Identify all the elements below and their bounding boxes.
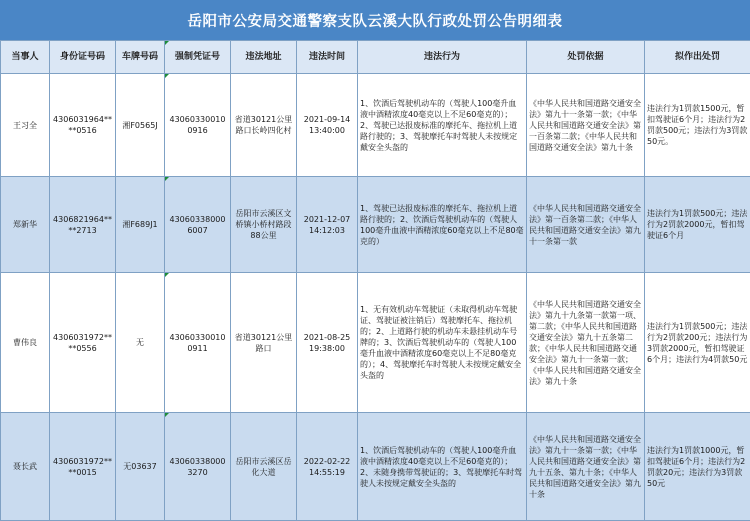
cell-plate: 无 [116, 273, 165, 413]
header-time: 违法时间 [297, 41, 358, 74]
header-basis: 处罚依据 [527, 41, 645, 74]
cell-address: 岳阳市云溪区岳化大道 [231, 413, 297, 521]
cell-address: 省道30121公里路口 [231, 273, 297, 413]
table-row [1, 413, 750, 521]
cell-time: 2021-09-14 13:40:00 [297, 74, 358, 177]
cell-voucher: 430603300100911 [165, 273, 231, 413]
header-penalty: 拟作出处罚 [645, 41, 750, 74]
cell-violation: 1、饮酒后驾驶机动车的（驾驶人100毫升血液中酒精浓度40毫克以上不足60毫克的）；2、驾驶已达报废标准的摩托车、拖拉机上道路行驶的；3、驾驶摩托车时驾驶人未按规定戴安全头盔的 [358, 74, 527, 177]
cell-id-number: 4306031964****0516 [50, 74, 116, 177]
cell-id-number: 4306821964****2713 [50, 177, 116, 273]
cell-name: 郑新华 [1, 177, 50, 273]
cell-voucher: 430603300100916 [165, 74, 231, 177]
cell-basis: 《中华人民共和国道路交通安全法》第一百条第二款；《中华人民共和国道路交通安全法》第九十一条第一款 [527, 177, 645, 273]
table-title: 岳阳市公安局交通警察支队云溪大队行政处罚公告明细表 [0, 0, 750, 41]
cell-basis: 《中华人民共和国道路交通安全法》第九十一条第一款；《中华人民共和国道路交通安全法》第九十五条、第九十条；《中华人民共和国道路交通安全法》第九十条 [527, 413, 645, 521]
table-row [1, 74, 750, 177]
cell-plate: 湘F689J1 [116, 177, 165, 273]
cell-voucher: 430603380006007 [165, 177, 231, 273]
cell-name: 王习全 [1, 74, 50, 177]
cell-penalty: 违法行为1罚款1000元，暂扣驾驶证6个月；违法行为2罚款20元；违法行为3罚款50元 [645, 413, 750, 521]
table-row [1, 273, 750, 413]
penalty-table [0, 40, 750, 521]
cell-violation: 1、无有效机动车驾驶证（未取得机动车驾驶证、驾驶证被注销后）驾驶摩托车、拖拉机的；2、上道路行驶的机动车未悬挂机动车号牌的；3、饮酒后驾驶机动车的（驾驶人100毫升血液中酒精浓度60毫克以上不足80毫克的）；4、驾驶摩托车时驾驶人未按规定戴安全头盔的 [358, 273, 527, 413]
cell-time: 2022-02-22 14:55:19 [297, 413, 358, 521]
cell-violation: 1、驾驶已达报废标准的摩托车、拖拉机上道路行驶的；2、饮酒后驾驶机动车的（驾驶人100毫升血液中酒精浓度60毫克以上不足80毫克的） [358, 177, 527, 273]
header-violation: 违法行为 [358, 41, 527, 74]
cell-penalty: 违法行为1罚款500元；违法行为2罚款2000元，暂扣驾驶证6个月 [645, 177, 750, 273]
cell-address: 省道30121公里路口长岭四化村 [231, 74, 297, 177]
cell-time: 2021-12-07 14:12:03 [297, 177, 358, 273]
cell-name: 曹伟良 [1, 273, 50, 413]
header-voucher: 强制凭证号 [165, 41, 231, 74]
header-name: 当事人 [1, 41, 50, 74]
table-row [1, 177, 750, 273]
cell-basis: 《中华人民共和国道路交通安全法》第九十一条第一款；《中华人民共和国道路交通安全法》第一百条第二款；《中华人民共和国道路交通安全法》第九十条 [527, 74, 645, 177]
cell-basis: 《中华人民共和国道路交通安全法》第九十九条第一款第一项、第二款；《中华人民共和国道路交通安全法》第九十五条第二款；《中华人民共和国道路交通安全法》第九十一条第一款；《中华人民共和国道路交通安全法》第九十条 [527, 273, 645, 413]
cell-name: 聂长武 [1, 413, 50, 521]
header-plate: 车牌号码 [116, 41, 165, 74]
cell-voucher: 430603380003270 [165, 413, 231, 521]
cell-time: 2021-08-25 19:38:00 [297, 273, 358, 413]
cell-plate: 湘F0565J [116, 74, 165, 177]
header-id-number: 身份证号码 [50, 41, 116, 74]
header-address: 违法地址 [231, 41, 297, 74]
header-row [1, 41, 750, 74]
cell-id-number: 4306031972****0015 [50, 413, 116, 521]
cell-penalty: 违法行为1罚款1500元，暂扣驾驶证6个月；违法行为2罚款500元；违法行为3罚款50元。 [645, 74, 750, 177]
cell-plate: 无03637 [116, 413, 165, 521]
cell-violation: 1、饮酒后驾驶机动车的（驾驶人100毫升血液中酒精浓度40毫克以上不足60毫克的）；2、未随身携带驾驶证的；3、驾驶摩托车时驾驶人未按规定戴安全头盔的 [358, 413, 527, 521]
cell-address: 岳阳市云溪区文桥镇小桥村路段88公里 [231, 177, 297, 273]
cell-penalty: 违法行为1罚款500元；违法行为2罚款200元；违法行为3罚款2000元，暂扣驾驶证6个月；违法行为4罚款50元 [645, 273, 750, 413]
cell-id-number: 4306031972****0556 [50, 273, 116, 413]
